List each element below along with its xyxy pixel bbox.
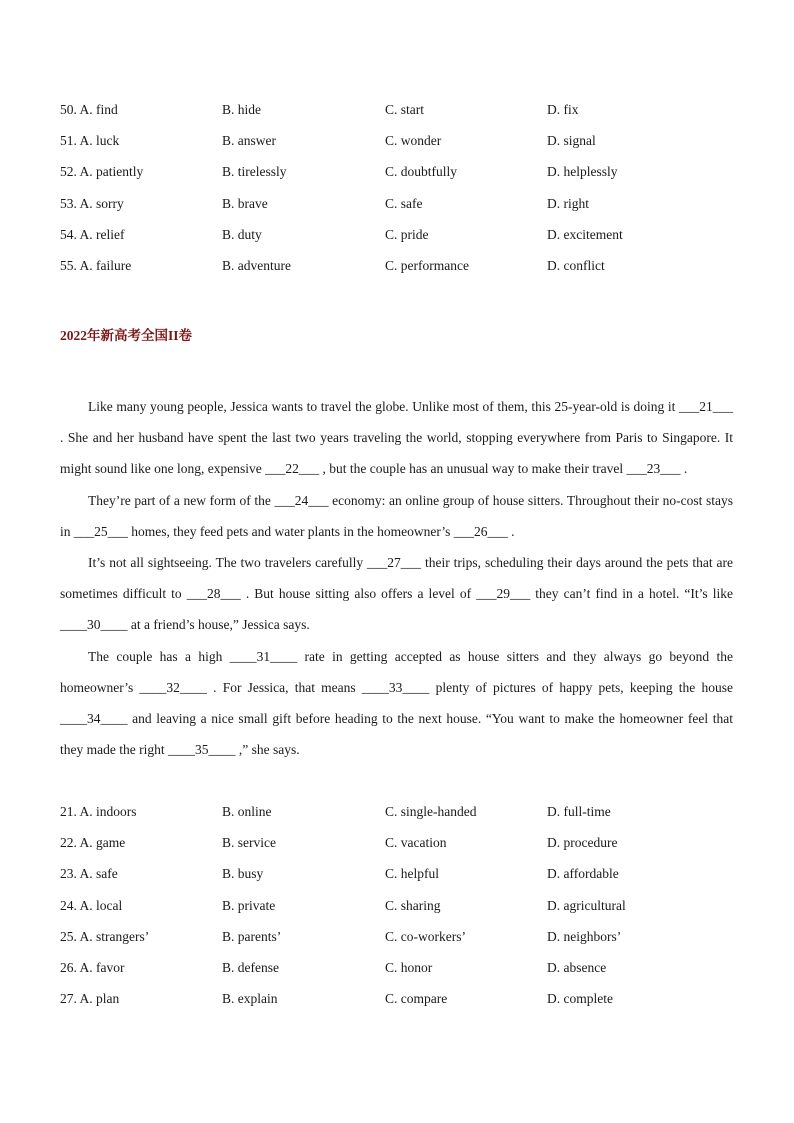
section-title: 2022年新高考全国II卷 <box>60 328 193 343</box>
option-a: 54. A. relief <box>60 226 125 242</box>
option-a: 55. A. failure <box>60 257 132 273</box>
option-c: C. compare <box>385 991 448 1007</box>
option-b: B. duty <box>222 226 262 242</box>
option-a: 27. A. plan <box>60 991 120 1007</box>
option-c: C. single-handed <box>385 804 477 819</box>
option-c: C. performance <box>385 257 469 273</box>
option-a: 24. A. local <box>60 897 123 913</box>
option-b: B. service <box>222 835 276 851</box>
option-a: 50. A. find <box>60 102 118 117</box>
option-d: D. helplessly <box>547 164 618 180</box>
option-c: C. doubtfully <box>385 164 458 180</box>
option-row-53 <box>60 188 740 219</box>
passage-paragraph: Like many young people, Jessica wants to travel the globe. Unlike most of them, this 25-year-old is doing it ___21___ . She and her husband have spent the last two years traveling the world, stopping everywhere from Paris to Singapore. It might sound like one long, expensive ___22___ , but the couple has an unusual way to make their travel ___23___ . <box>60 399 733 477</box>
option-d: D. signal <box>547 133 596 149</box>
option-b: B. tirelessly <box>222 164 287 180</box>
option-a: 26. A. favor <box>60 959 125 975</box>
passage-paragraph: It’s not all sightseeing. The two travelers carefully ___27___ their trips, scheduling their days around the pets that are sometimes difficult to ___28___ . But house sitting also offers a level of ___29___ they can’t find in a hotel. “It’s like ____30____ at a friend’s house,” Jessica says. <box>60 555 733 633</box>
option-row-55 <box>60 250 740 281</box>
options-block-50-55 <box>60 94 740 281</box>
option-c: C. pride <box>385 226 429 242</box>
option-a: 25. A. strangers’ <box>60 928 150 944</box>
option-row-27 <box>60 983 740 1014</box>
option-row-50 <box>60 94 740 125</box>
option-d: D. neighbors’ <box>547 928 622 944</box>
option-b: B. explain <box>222 991 278 1007</box>
option-c: C. start <box>385 102 424 117</box>
option-b: B. brave <box>222 195 268 211</box>
option-row-51 <box>60 125 740 156</box>
option-c: C. honor <box>385 959 433 975</box>
option-a: 53. A. sorry <box>60 195 124 211</box>
option-d: D. conflict <box>547 257 605 273</box>
option-d: D. fix <box>547 102 579 117</box>
options-block-21-27 <box>60 796 740 1014</box>
option-d: D. affordable <box>547 866 619 882</box>
option-row-22 <box>60 827 740 858</box>
option-row-54 <box>60 219 740 250</box>
option-c: C. co-workers’ <box>385 928 466 944</box>
option-row-52 <box>60 156 740 187</box>
option-d: D. excitement <box>547 226 623 242</box>
option-a: 52. A. patiently <box>60 164 144 180</box>
option-b: B. parents’ <box>222 928 282 944</box>
option-d: D. full-time <box>547 804 611 819</box>
option-b: B. online <box>222 804 272 819</box>
option-b: B. answer <box>222 133 276 149</box>
option-b: B. defense <box>222 959 279 975</box>
option-d: D. complete <box>547 991 613 1007</box>
option-row-26 <box>60 952 740 983</box>
option-d: D. procedure <box>547 835 618 851</box>
option-row-23 <box>60 858 740 889</box>
cloze-passage <box>60 391 733 765</box>
option-c: C. sharing <box>385 897 441 913</box>
option-b: B. private <box>222 897 276 913</box>
option-row-21 <box>60 796 740 827</box>
option-row-24 <box>60 890 740 921</box>
option-d: D. agricultural <box>547 897 626 913</box>
passage-paragraph: The couple has a high ____31____ rate in getting accepted as house sitters and they always go beyond the homeowner’s ____32____ . For Jessica, that means ____33____ plenty of pictures of happy pets, keeping the house ____34____ and leaving a nice small gift before heading to the next house. “You want to make the homeowner feel that they made the right ____35____ ,” she says. <box>60 648 733 758</box>
option-b: B. hide <box>222 102 261 117</box>
passage-paragraph: They’re part of a new form of the ___24___ economy: an online group of house sitters. Throughout their no-cost stays in ___25___ homes, they feed pets and water plants in the homeowner’s ___26___ . <box>60 492 733 539</box>
option-c: C. helpful <box>385 866 439 882</box>
option-c: C. vacation <box>385 835 447 851</box>
option-c: C. safe <box>385 195 423 211</box>
option-a: 21. A. indoors <box>60 804 137 819</box>
option-b: B. adventure <box>222 257 291 273</box>
option-a: 23. A. safe <box>60 866 118 882</box>
option-a: 51. A. luck <box>60 133 120 149</box>
option-row-25 <box>60 921 740 952</box>
option-b: B. busy <box>222 866 264 882</box>
option-d: D. absence <box>547 959 607 975</box>
option-c: C. wonder <box>385 133 442 149</box>
option-d: D. right <box>547 195 589 211</box>
option-a: 22. A. game <box>60 835 126 851</box>
